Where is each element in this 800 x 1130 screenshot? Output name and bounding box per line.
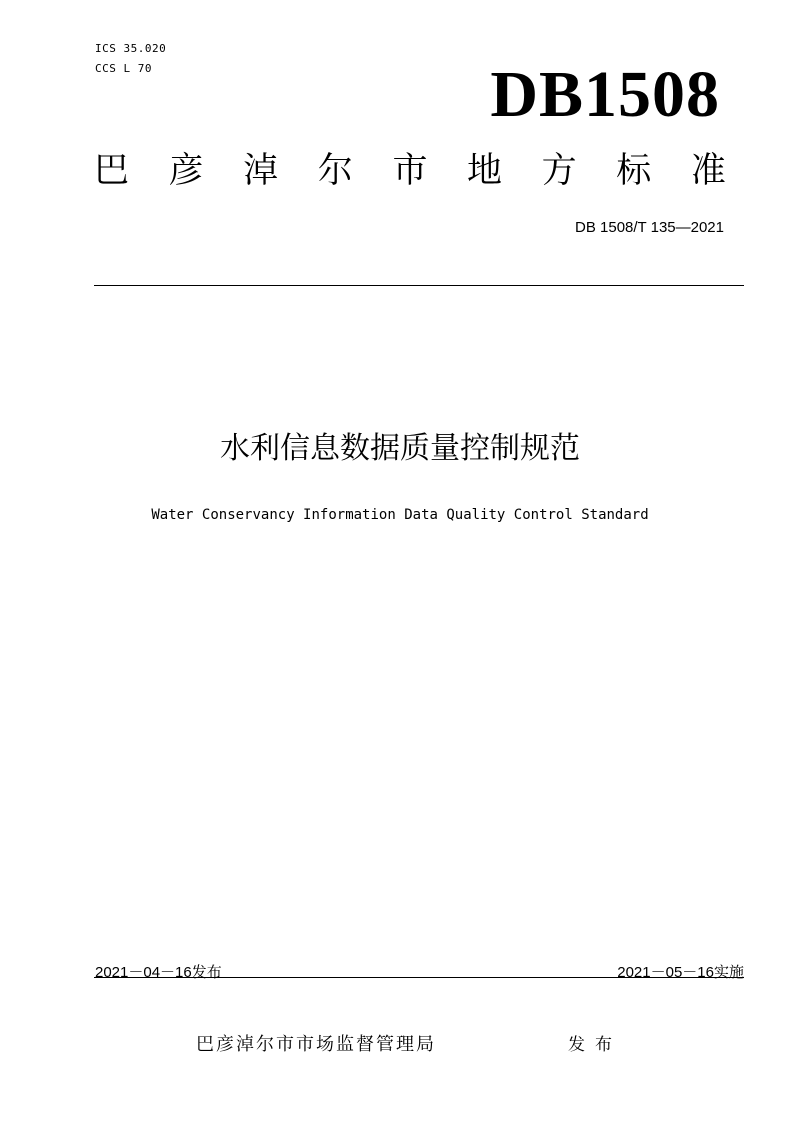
local-standard-char: 淖	[243, 151, 279, 191]
bottom-divider	[94, 977, 744, 978]
local-standard-heading	[94, 151, 726, 191]
issue-date-value: 2021－04－16	[95, 964, 192, 981]
local-standard-char: 巴	[94, 151, 130, 191]
local-standard-char: 彦	[168, 151, 204, 191]
local-standard-char: 市	[392, 151, 428, 191]
ics-code: ICS 35.020	[95, 42, 167, 55]
implement-date	[617, 961, 744, 982]
ccs-code: CCS L 70	[95, 62, 152, 75]
local-standard-char: 尔	[317, 151, 353, 191]
implement-label: 实施	[713, 963, 744, 981]
publisher-name: 巴彦淖尔市市场监督管理局	[196, 1034, 436, 1055]
implement-date-value: 2021－05－16	[617, 964, 714, 981]
top-divider	[94, 285, 744, 286]
db-code: DB1508	[490, 58, 720, 131]
issue-date	[95, 961, 222, 982]
issue-label: 发布	[191, 963, 222, 981]
local-standard-char: 地	[467, 151, 503, 191]
publish-label: 发布	[568, 1035, 622, 1055]
standard-number: DB 1508/T 135—2021	[575, 219, 724, 236]
local-standard-char: 标	[616, 151, 652, 191]
document-title-english: Water Conservancy Information Data Quality Control Standard	[151, 507, 649, 523]
local-standard-char: 方	[541, 151, 577, 191]
local-standard-char: 准	[690, 151, 726, 191]
document-title: 水利信息数据质量控制规范	[220, 431, 580, 466]
